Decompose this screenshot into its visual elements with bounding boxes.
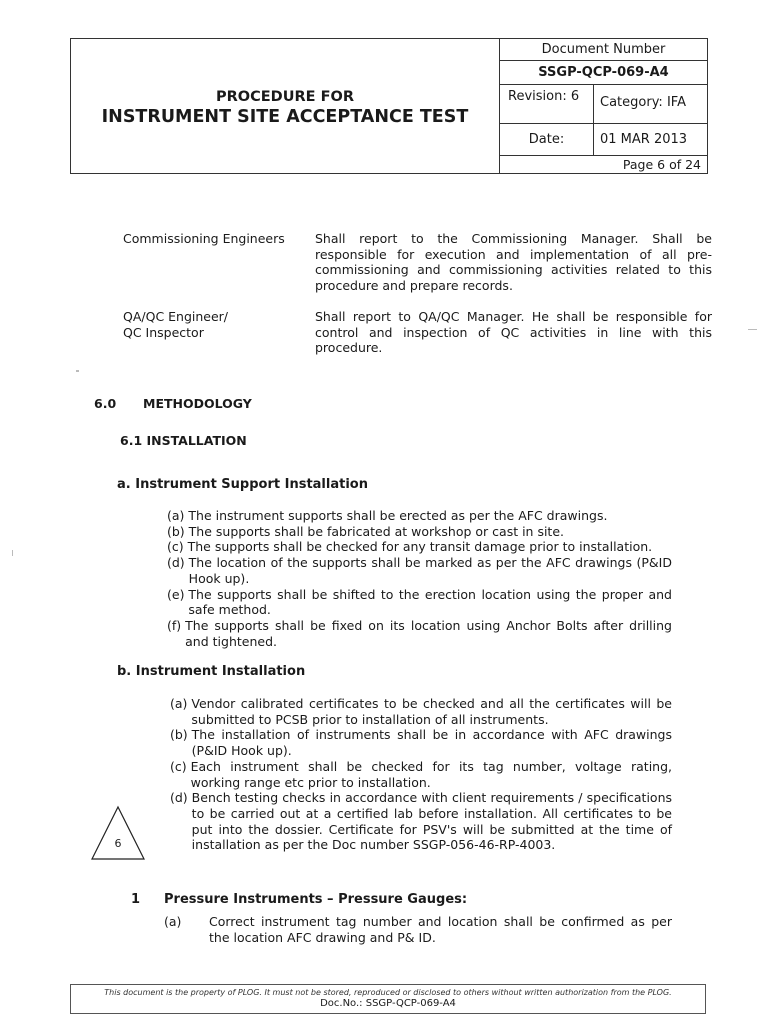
responsibility-text: Shall report to the Commissioning Manager. Shall be responsible for execution and implementation of all pre-commissioning and commissioning activities related to this procedure and prepare records. <box>315 231 712 293</box>
item-text: The supports shall be checked for any transit damage prior to installation. <box>187 539 653 555</box>
item-marker: (b) <box>167 523 189 539</box>
item-text: The instrument supports shall be erected as per the AFC drawings. <box>188 508 608 523</box>
list-item <box>170 759 672 790</box>
support-installation-list <box>167 508 672 649</box>
doc-number: SSGP-QCP-069-A4 <box>500 61 707 85</box>
pressure-item-marker: (a) <box>164 914 182 929</box>
pressure-number: 1 <box>131 892 141 907</box>
list-item <box>170 727 672 758</box>
section-title: METHODOLOGY <box>143 396 252 411</box>
revision: Revision: 6 <box>500 85 594 124</box>
list-item <box>167 539 672 555</box>
document-footer <box>70 984 706 1014</box>
scan-artifact <box>12 550 13 556</box>
list-item <box>167 555 672 586</box>
list-item <box>167 524 672 540</box>
revision-marker: 6 <box>114 837 122 850</box>
item-text: The installation of instruments shall be in accordance with AFC drawings (P&ID Hook up). <box>191 727 672 759</box>
item-marker: (a) <box>167 508 189 523</box>
subsection-title: 6.1 INSTALLATION <box>120 433 247 448</box>
item-text: Vendor calibrated certificates to be checked and all the certificates will be submitted to PCSB prior to installation of all instruments. <box>191 696 672 727</box>
header-info-block <box>500 39 707 173</box>
item-text: The supports shall be shifted to the erection location using the proper and safe method. <box>188 586 672 618</box>
page-number: Page 6 of 24 <box>622 157 701 172</box>
footer-doc-number: Doc.No.: SSGP-QCP-069-A4 <box>320 998 456 1009</box>
item-marker: (e) <box>167 586 189 602</box>
category: Category: IFA <box>594 85 707 124</box>
item-text: The location of the supports shall be marked as per the AFC drawings (P&ID Hook up). <box>188 555 672 586</box>
item-marker: (c) <box>170 758 191 774</box>
list-item <box>170 790 672 853</box>
role-line: QC Inspector <box>123 324 204 340</box>
role-line: QA/QC Engineer/ <box>123 309 229 324</box>
item-marker: (d) <box>167 555 189 571</box>
scan-artifact <box>76 370 79 372</box>
instrument-installation-heading: b. Instrument Installation <box>117 664 306 679</box>
role-qaqc-engineer <box>123 309 228 340</box>
support-installation-heading: a. Instrument Support Installation <box>117 477 368 492</box>
footer-notice: This document is the property of PLOG. It must not be stored, reproduced or disclosed to others without written authorization from the PLOG. <box>104 988 672 997</box>
role-commissioning-engineers <box>123 231 285 246</box>
date-label: Date: <box>500 124 594 156</box>
item-marker: (c) <box>167 539 188 555</box>
item-marker: (b) <box>170 727 192 743</box>
item-text: Bench testing checks in accordance with client requirements / specifications to be carried out at a certified lab before installation. All certificates to be put into the dossier. Certificate for PSV's will be submitted at the time of installation as per the Doc number SSGP-056-46-RP-4003. <box>191 790 672 853</box>
item-text: The supports shall be fabricated at workshop or cast in site. <box>188 523 564 539</box>
header-title-block <box>71 39 500 173</box>
pressure-heading: Pressure Instruments – Pressure Gauges: <box>164 892 468 907</box>
list-item <box>167 587 672 618</box>
item-marker: (f) <box>167 617 186 633</box>
list-item <box>170 696 672 727</box>
instrument-installation-list <box>170 696 672 853</box>
list-item <box>167 618 672 649</box>
item-marker: (a) <box>170 696 192 711</box>
revision-triangle-icon <box>90 805 146 861</box>
document-header <box>70 38 708 174</box>
item-text: The supports shall be fixed on its location using Anchor Bolts after drilling and tightened. <box>185 617 672 649</box>
pressure-item-text: Correct instrument tag number and location shall be confirmed as per the location AFC drawing and P& ID. <box>209 914 672 945</box>
scan-artifact <box>748 329 757 330</box>
list-item <box>167 508 672 524</box>
role-line: Commissioning Engineers <box>123 231 285 246</box>
date-value: 01 MAR 2013 <box>594 124 707 156</box>
item-text: Each instrument shall be checked for its tag number, voltage rating, working range etc prior to installation. <box>190 758 672 790</box>
title-line-2: INSTRUMENT SITE ACCEPTANCE TEST <box>101 107 469 127</box>
section-number: 6.0 <box>94 396 117 411</box>
title-line-1: PROCEDURE FOR <box>216 89 354 105</box>
item-marker: (d) <box>170 790 192 806</box>
doc-number-label: Document Number <box>500 39 707 61</box>
responsibility-text: Shall report to QA/QC Manager. He shall be responsible for control and inspection of QC activities in line with this procedure. <box>315 309 712 355</box>
